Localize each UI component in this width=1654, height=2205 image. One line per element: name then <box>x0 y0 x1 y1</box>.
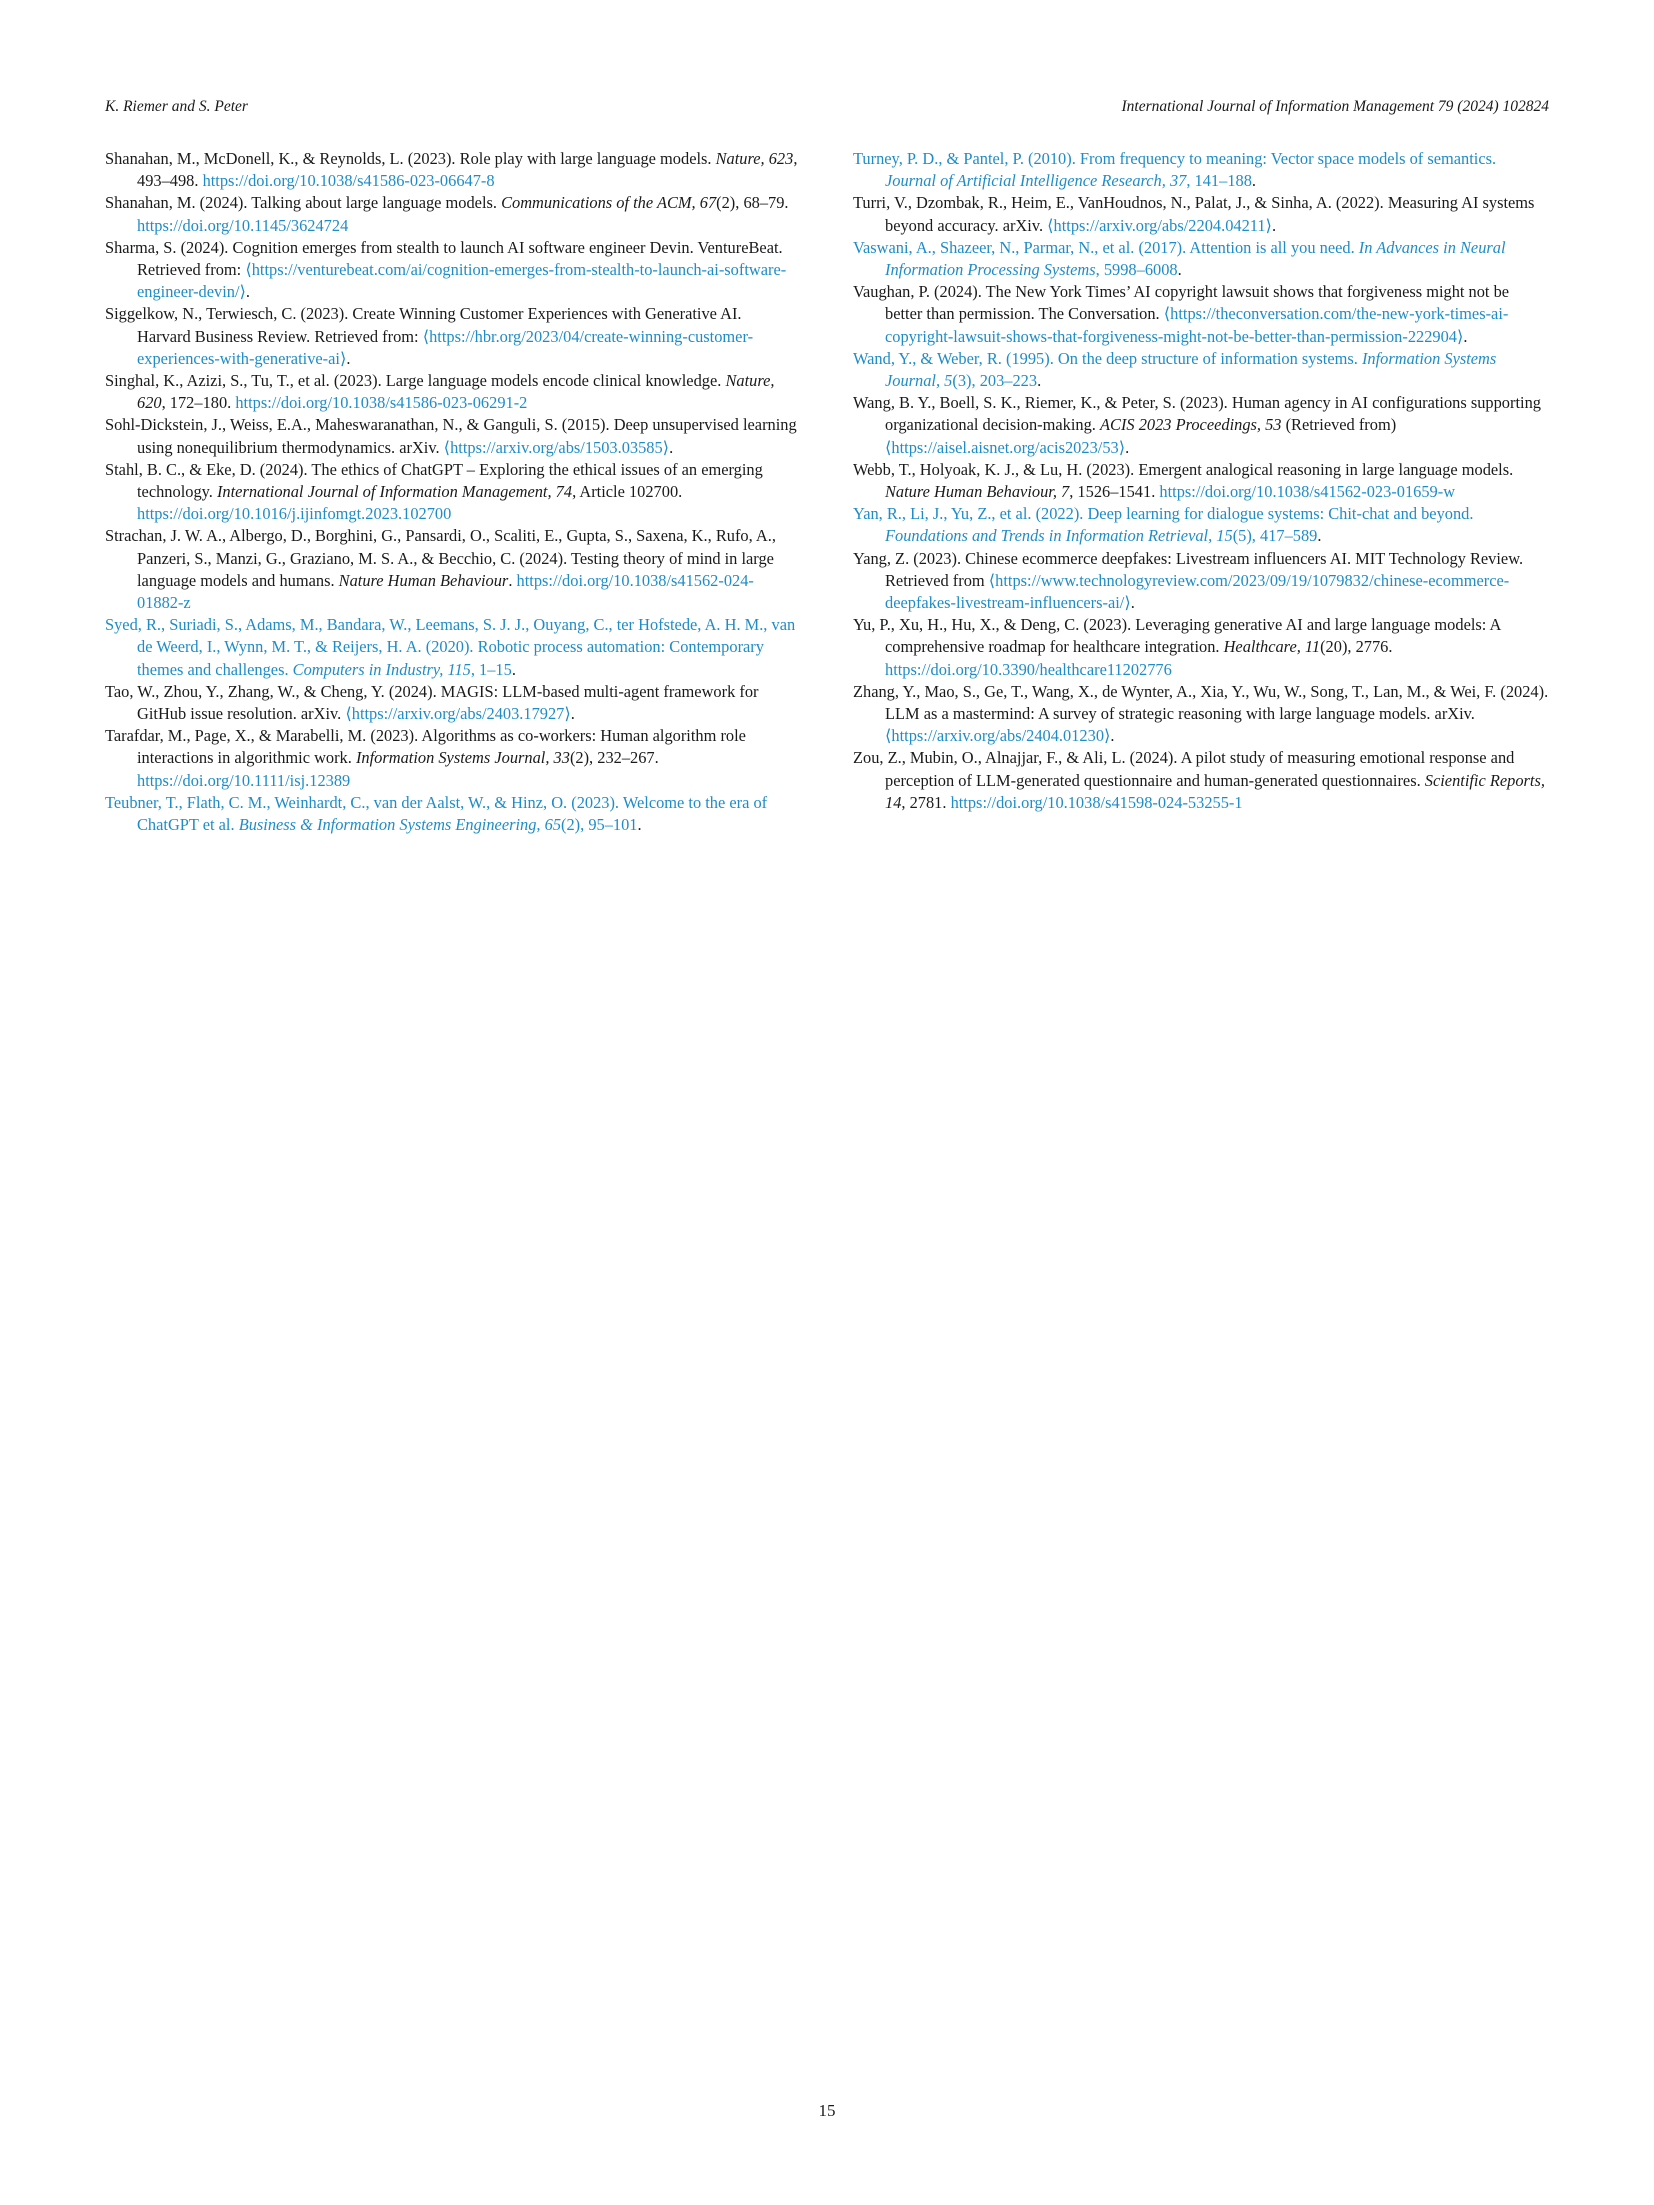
reference-body <box>853 682 1548 723</box>
reference-details: . <box>508 570 517 590</box>
reference-link[interactable]: ⟨https://arxiv.org/abs/2404.01230⟩ <box>885 726 1111 746</box>
reference-body <box>105 460 763 501</box>
reference-body <box>105 615 795 678</box>
reference-source: Communications of the ACM, 67 <box>501 193 717 213</box>
reference-text: Sohl-Dickstein, J., Weiss, E.A., Maheswaranathan, N., & Ganguli, S. (2015). Deep unsupervised learning using nonequilibrium thermodynamics. arXiv. <box>105 415 797 457</box>
running-header <box>105 98 1549 122</box>
reference-text: Sharma, S. (2024). Cognition emerges from stealth to launch AI software engineer Devin. VentureBeat. Retrieved from: <box>105 237 783 280</box>
reference-end: . <box>669 437 674 457</box>
reference-body <box>853 615 1500 656</box>
reference-source: Information Systems Journal, 5 <box>885 348 1497 391</box>
reference-source: International Journal of Information Management, 74 <box>216 482 573 502</box>
reference-details: , 493–498. <box>137 149 798 191</box>
reference-details: (2), 232–267. <box>569 748 659 768</box>
reference-entry <box>105 725 798 792</box>
reference-end: . <box>1037 371 1042 391</box>
reference-end: . <box>1130 593 1135 613</box>
reference-text: Teubner, T., Flath, C. M., Weinhardt, C., van der Aalst, W., & Hinz, O. (2023). Welcome to the era of ChatGPT et al. <box>105 792 768 835</box>
reference-body <box>853 393 1541 434</box>
reference-details: , 2781. <box>901 792 951 812</box>
reference-text: Yan, R., Li, J., Yu, Z., et al. (2022). Deep learning for dialogue systems: Chit-chat and beyond. <box>853 504 1474 524</box>
header-authors: K. Riemer and S. Peter <box>105 98 248 115</box>
reference-body <box>105 726 746 767</box>
reference-end: . <box>245 282 251 302</box>
reference-source: Healthcare, 11 <box>1223 637 1321 657</box>
reference-details: (3), 203–223 <box>952 371 1038 391</box>
reference-entry <box>853 681 1550 748</box>
reference-source: Foundations and Trends in Information Retrieval, 15 <box>885 526 1233 546</box>
reference-text: Yu, P., Xu, H., Hu, X., & Deng, C. (2023). Leveraging generative AI and large language models: A comprehensive roadmap for healthcare integration. <box>853 615 1501 657</box>
reference-link[interactable]: https://doi.org/10.1038/s41586-023-06291-2 <box>235 393 528 413</box>
reference-source: Information Systems Journal, 33 <box>355 748 570 768</box>
reference-text: Turney, P. D., & Pantel, P. (2010). From frequency to meaning: Vector space models of semantics. <box>853 149 1497 168</box>
reference-entry <box>105 459 798 526</box>
reference-entry[interactable] <box>105 614 798 681</box>
reference-link[interactable]: ⟨https://theconversation.com/the-new-york-times-ai-copyright-lawsuit-shows-that-forgiveness-might-not-be-better-than-permission-222904⟩ <box>885 304 1509 346</box>
reference-source: Journal of Artificial Intelligence Research, 37 <box>885 171 1187 191</box>
reference-details: (2), 95–101 <box>561 815 638 835</box>
reference-source: Computers in Industry, 115 <box>292 659 471 679</box>
reference-text: Singhal, K., Azizi, S., Tu, T., et al. (2023). Large language models encode clinical knowledge. <box>105 371 726 391</box>
reference-source: ACIS 2023 Proceedings, 53 <box>1100 415 1282 435</box>
reference-entry[interactable] <box>853 148 1550 192</box>
references-right-column <box>853 148 1550 814</box>
reference-body <box>853 149 1496 190</box>
reference-text: Stahl, B. C., & Eke, D. (2024). The ethics of ChatGPT – Exploring the ethical issues of an emerging technology. <box>105 459 763 502</box>
reference-source: Business & Information Systems Engineering, 65 <box>238 815 562 835</box>
reference-entry <box>105 525 798 614</box>
reference-details: (Retrieved from) <box>1281 415 1397 435</box>
reference-link[interactable]: https://doi.org/10.3390/healthcare11202776 <box>885 659 1172 679</box>
reference-text: Shanahan, M., McDonell, K., & Reynolds, L. (2023). Role play with large language models. <box>105 149 716 168</box>
reference-end: . <box>1463 326 1468 346</box>
reference-end: . <box>1125 437 1130 457</box>
reference-link[interactable]: https://doi.org/10.1038/s41586-023-06647-8 <box>202 171 495 191</box>
reference-text: Webb, T., Holyoak, K. J., & Lu, H. (2023). Emergent analogical reasoning in large language models. <box>853 459 1514 479</box>
reference-end: . <box>1177 260 1182 280</box>
reference-entry <box>105 237 798 304</box>
reference-entry <box>105 303 798 370</box>
reference-entry <box>105 370 798 414</box>
reference-end: . <box>511 659 516 679</box>
reference-details: , 1–15 <box>470 659 512 679</box>
reference-entry <box>105 148 798 192</box>
reference-body <box>105 793 767 834</box>
reference-text: Zou, Z., Mubin, O., Alnajjar, F., & Ali, L. (2024). A pilot study of measuring emotional response and perception of LLM-generated questionnaire and human-generated questionnaires. <box>853 748 1515 790</box>
reference-body <box>105 193 789 212</box>
reference-end: . <box>570 704 575 724</box>
reference-link[interactable]: https://doi.org/10.1038/s41562-024-01882-z <box>137 570 754 613</box>
reference-link[interactable]: ⟨https://aisel.aisnet.org/acis2023/53⟩ <box>885 437 1126 457</box>
reference-link[interactable]: https://doi.org/10.1038/s41598-024-53255-1 <box>950 792 1243 812</box>
reference-link[interactable]: ⟨https://arxiv.org/abs/1503.03585⟩ <box>443 437 670 457</box>
reference-entry <box>853 459 1550 503</box>
reference-text: Shanahan, M. (2024). Talking about large language models. <box>105 193 502 213</box>
reference-link[interactable]: https://doi.org/10.1111/isj.12389 <box>137 770 351 790</box>
reference-entry <box>853 192 1550 236</box>
reference-link[interactable]: ⟨https://arxiv.org/abs/2204.04211⟩ <box>1047 215 1272 235</box>
reference-link[interactable]: https://doi.org/10.1038/s41562-023-01659-w <box>1159 482 1456 502</box>
reference-details: , 141–188 <box>1186 171 1252 191</box>
reference-link[interactable]: ⟨https://hbr.org/2023/04/create-winning-customer-experiences-with-generative-ai⟩ <box>137 326 754 368</box>
reference-end: . <box>346 348 351 368</box>
reference-text: Turri, V., Dzombak, R., Heim, E., VanHoudnos, N., Palat, J., & Sinha, A. (2022). Measuring AI systems beyond accuracy. arXiv. <box>853 193 1535 235</box>
reference-link[interactable]: ⟨https://venturebeat.com/ai/cognition-emerges-from-stealth-to-launch-ai-software-engineer-devin/⟩ <box>137 260 787 302</box>
reference-entry <box>105 414 798 458</box>
reference-details: , Article 102700. <box>572 482 683 502</box>
references-left-column <box>105 148 798 836</box>
reference-link[interactable]: ⟨https://arxiv.org/abs/2403.17927⟩ <box>345 704 571 724</box>
reference-text: Wand, Y., & Weber, R. (1995). On the deep structure of information systems. <box>853 348 1362 368</box>
reference-source: Nature Human Behaviour, 7 <box>885 482 1070 502</box>
reference-text: Syed, R., Suriadi, S., Adams, M., Bandara, W., Leemans, S. J. J., Ouyang, C., ter Hofstede, A. H. M., van de Weerd, I., Wynn, M. T., & Reijers, H. A. (2020). Robotic process automation: Contemporary themes and challenges. <box>105 615 796 679</box>
reference-text: Yang, Z. (2023). Chinese ecommerce deepfakes: Livestream influencers AI. MIT Technology Review. Retrieved from <box>853 548 1524 590</box>
reference-end: . <box>1317 526 1322 546</box>
reference-entry[interactable] <box>853 503 1550 547</box>
reference-end: . <box>1271 215 1277 235</box>
header-journal: International Journal of Information Management 79 (2024) 102824 <box>1121 98 1549 115</box>
reference-link[interactable]: https://doi.org/10.1145/3624724 <box>137 215 349 235</box>
reference-link[interactable]: https://doi.org/10.1016/j.ijinfomgt.2023.102700 <box>137 504 452 524</box>
reference-end: . <box>637 815 642 835</box>
reference-end: . <box>1251 171 1257 191</box>
reference-text: Vaswani, A., Shazeer, N., Parmar, N., et al. (2017). Attention is all you need. <box>853 237 1359 257</box>
reference-details: , 1526–1541. <box>1069 482 1160 502</box>
reference-details: (2), 68–79. <box>716 193 789 213</box>
reference-entry <box>853 747 1550 814</box>
reference-text: Strachan, J. W. A., Albergo, D., Borghini, G., Pansardi, O., Scaliti, E., Gupta, S., Saxena, K., Rufo, A., Panzeri, S., Manzi, G., Graziano, M. S. A., & Becchio, C. (2024). Testing theory of mind in large language models and humans. <box>105 526 776 590</box>
reference-source: In Advances in Neural Information Processing Systems <box>885 237 1506 280</box>
reference-end: . <box>1110 726 1115 746</box>
reference-link[interactable]: ⟨https://www.technologyreview.com/2023/09/19/1079832/chinese-ecommerce-deepfakes-livestream-influencers-ai/⟩ <box>885 570 1510 613</box>
reference-entry <box>853 548 1550 615</box>
reference-text: Vaughan, P. (2024). The New York Times’ AI copyright lawsuit shows that forgiveness might not be better than permission. The Conversation. <box>853 282 1510 324</box>
reference-entry[interactable] <box>853 237 1550 281</box>
reference-entry[interactable] <box>853 348 1550 392</box>
reference-source: Scientific Reports, 14 <box>885 770 1545 812</box>
reference-source: Nature, 620 <box>137 371 775 413</box>
reference-text: Tarafdar, M., Page, X., & Marabelli, M. (2023). Algorithms as co-workers: Human algorithm role interactions in algorithmic work. <box>105 726 746 768</box>
reference-entry[interactable] <box>105 792 798 836</box>
reference-body <box>853 504 1473 545</box>
reference-entry <box>853 392 1550 459</box>
reference-details: , 172–180. <box>161 393 236 413</box>
reference-source: Nature Human Behaviour <box>338 570 509 590</box>
reference-text: Wang, B. Y., Boell, S. K., Riemer, K., & Peter, S. (2023). Human agency in AI configurations supporting organizational decision-making. <box>853 393 1541 435</box>
page-number: 15 <box>818 2101 836 2120</box>
reference-text: Siggelkow, N., Terwiesch, C. (2023). Create Winning Customer Experiences with Generative AI. Harvard Business Review. Retrieved from: <box>105 304 742 346</box>
reference-entry <box>853 281 1550 348</box>
reference-details: (5), 417–589 <box>1232 526 1318 546</box>
reference-text: Tao, W., Zhou, Y., Zhang, W., & Cheng, Y. (2024). MAGIS: LLM-based multi-agent framework for GitHub issue resolution. arXiv. <box>105 681 759 724</box>
reference-source: Nature, 623 <box>715 149 794 168</box>
reference-entry <box>853 614 1550 681</box>
reference-details: , 5998–6008 <box>1095 260 1178 280</box>
reference-entry <box>105 192 798 236</box>
reference-text: Zhang, Y., Mao, S., Ge, T., Wang, X., de Wynter, A., Xia, Y., Wu, W., Song, T., Lan, M., & Wei, F. (2024). LLM as a mastermind: A survey of strategic reasoning with large language models. arXiv. <box>853 681 1549 724</box>
reference-details: (20), 2776. <box>1320 637 1393 657</box>
reference-entry <box>105 681 798 725</box>
reference-body <box>853 349 1496 390</box>
